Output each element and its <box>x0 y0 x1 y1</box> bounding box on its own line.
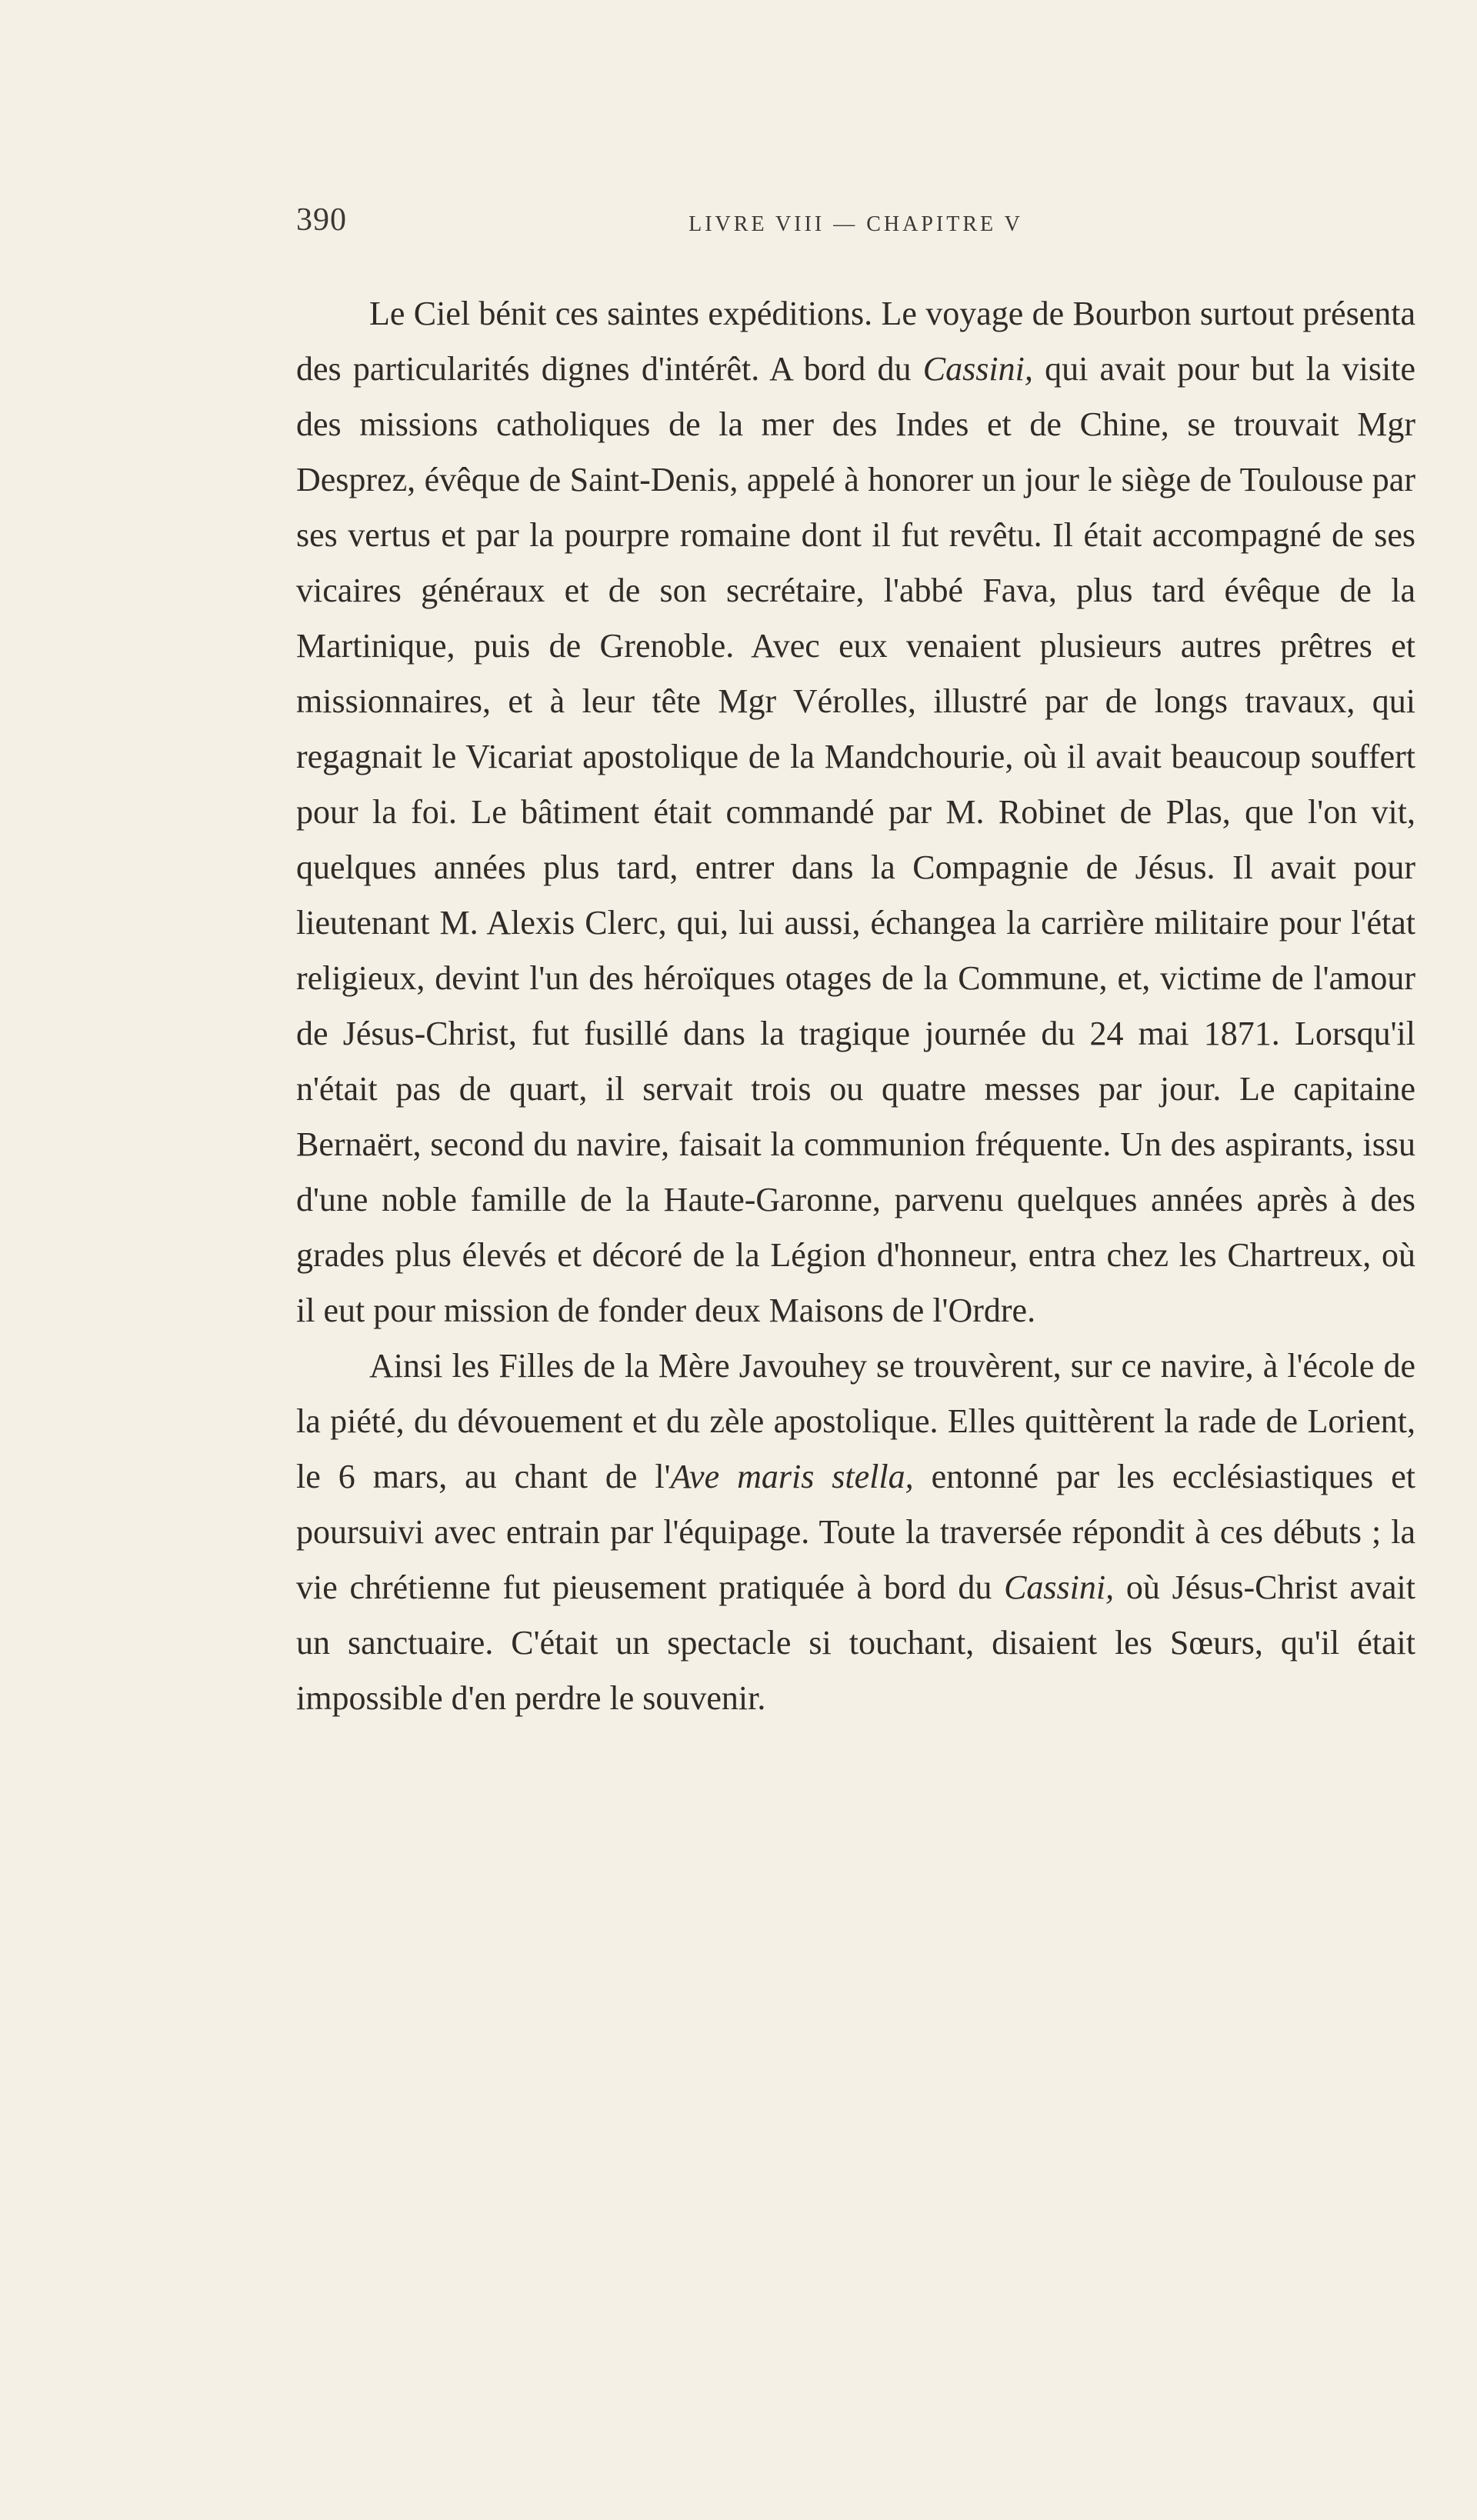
running-head: LIVRE VIII — CHAPITRE V <box>688 212 1023 236</box>
text-segment: Ainsi les Filles de la Mère Javouhey se trouvèrent, sur ce navire, à l'école de la piété, du dévouement et du zèle apostolique. Elles quittèrent la rade de Lorient, le 6 mars, au chant de l' <box>296 1347 1415 1495</box>
page-header <box>296 202 1415 248</box>
italic-ship-name: Cassini, <box>1004 1568 1115 1606</box>
page-number: 390 <box>296 202 347 238</box>
paragraph <box>296 286 1415 1338</box>
body-text <box>296 286 1415 1726</box>
paragraph <box>296 1338 1415 1726</box>
text-segment: qui avait pour but la visite des missions catholiques de la mer des Indes et de Chine, se trouvait Mgr Desprez, évêque de Saint-Denis, appelé à honorer un jour le siège de Toulouse par ses vertus et par la pourpre romaine dont il fut revêtu. Il était accompagné de ses vicaires généraux et de son secrétaire, l'abbé Fava, plus tard évêque de la Martinique, puis de Grenoble. Avec eux venaient plusieurs autres prêtres et missionnaires, et à leur tête Mgr Vérolles, illustré par de longs travaux, qui regagnait le Vicariat apostolique de la Mandchourie, où il avait beaucoup souffert pour la foi. Le bâtiment était commandé par M. Robinet de Plas, que l'on vit, quelques années plus tard, entrer dans la Compagnie de Jésus. Il avait pour lieutenant M. Alexis Clerc, qui, lui aussi, échangea la carrière militaire pour l'état religieux, devint l'un des héroïques otages de la Commune, et, victime de l'amour de Jésus-Christ, fut fusillé dans la tragique journée du 24 mai 1871. Lorsqu'il n'était pas de quart, il servait trois ou quatre messes par jour. Le capitaine Bernaërt, second du navire, faisait la communion fréquente. Un des aspirants, issu d'une noble famille de la Haute-Garonne, parvenu quelques années après à des grades plus élevés et décoré de la Légion d'honneur, entra chez les Chartreux, où il eut pour mission de fonder deux Maisons de l'Ordre. <box>296 350 1415 1329</box>
italic-ship-name: Cassini, <box>922 350 1033 388</box>
text-segment: où Jésus-Christ avait un sanctuaire. C'était un spectacle si touchant, disaient les Sœurs, qu'il était impossible d'en perdre le souvenir. <box>296 1568 1415 1717</box>
italic-hymn-title: Ave maris stella, <box>670 1458 914 1495</box>
text-segment: Le Ciel bénit ces saintes expéditions. Le voyage de Bourbon surtout présenta des particularités dignes d'intérêt. A bord du <box>296 295 1415 388</box>
text-segment: entonné par les ecclésiastiques et poursuivi avec entrain par l'équipage. Toute la traversée répondit à ces débuts ; la vie chrétienne fut pieusement pratiquée à bord du <box>296 1458 1415 1606</box>
